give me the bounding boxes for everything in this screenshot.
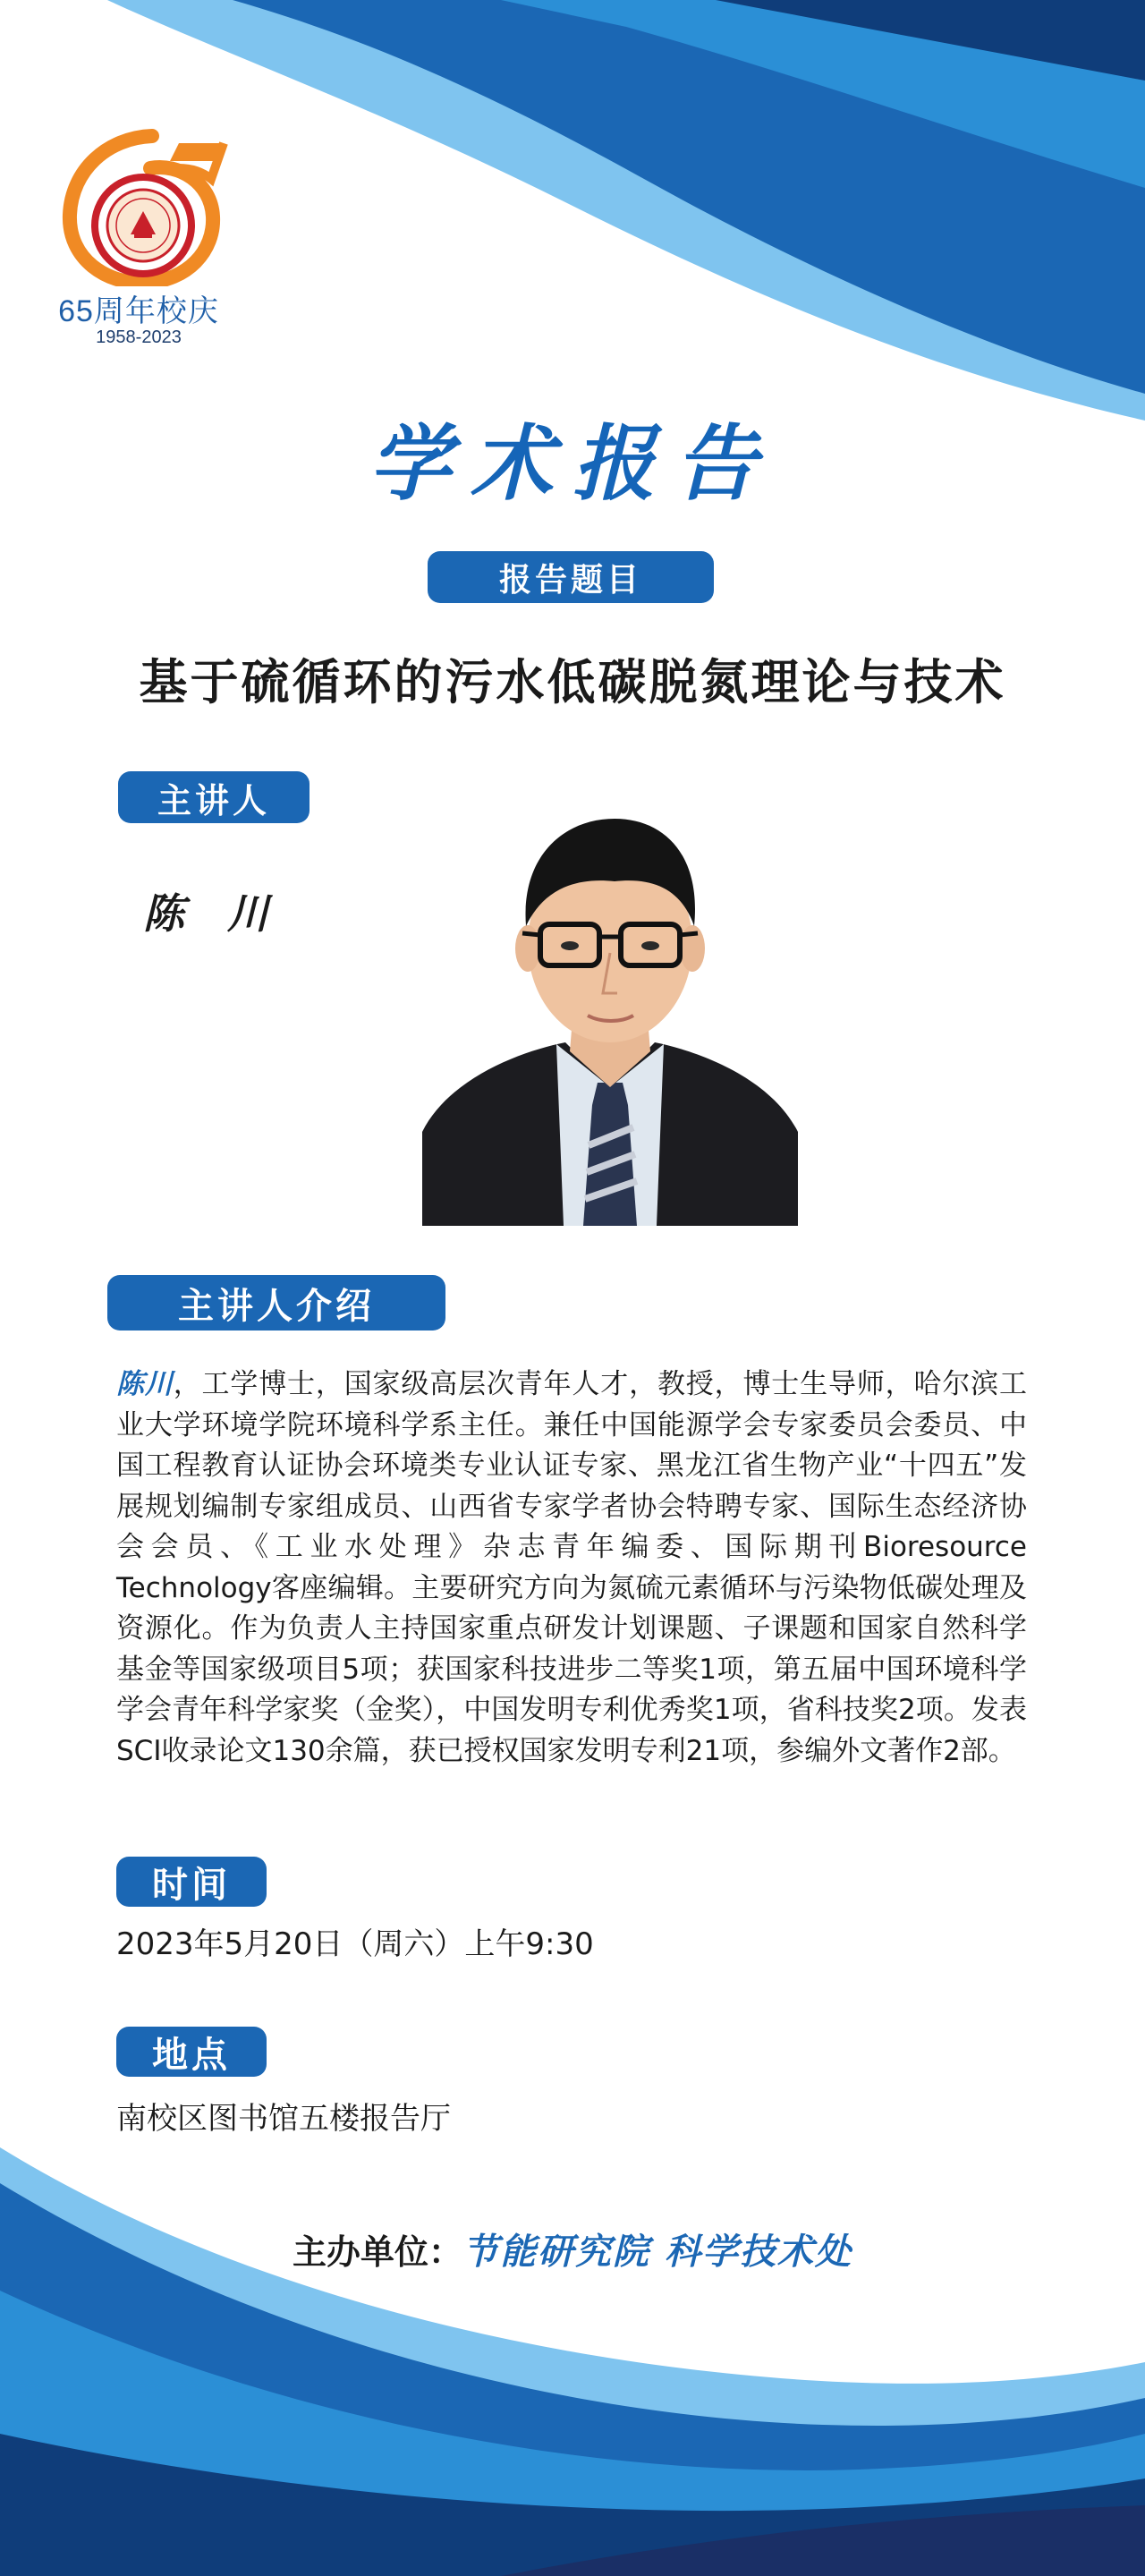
speaker-portrait: [422, 792, 798, 1226]
topic-label: 报告题目: [428, 551, 714, 603]
speaker-name: 陈 川: [143, 889, 284, 938]
time-value: 2023年5月20日（周六）上午9:30: [116, 1926, 594, 1962]
anniversary-years: 1958-2023: [96, 327, 182, 347]
place-value: 南校区图书馆五楼报告厅: [116, 2101, 451, 2137]
anniversary-65-mark: [45, 116, 233, 286]
report-title: 基于硫循环的污水低碳脱氮理论与技术: [139, 653, 1006, 710]
host-label: 主办单位：: [293, 2232, 463, 2272]
anniversary-logo: [45, 116, 242, 349]
place-label: 地点: [116, 2027, 267, 2077]
speaker-label: 主讲人: [118, 771, 310, 823]
bio-name: 陈川: [116, 1368, 174, 1400]
time-label: 时间: [116, 1857, 267, 1907]
university-emblem-icon: [107, 190, 179, 261]
bio-text: ，工学博士，国家级高层次青年人才，教授，博士生导师，哈尔滨工业大学环境学院环境科学系主任。兼任中国能源学会专家委员会委员、中国工程教育认证协会环境类专业认证专家、黑龙江省生物产业“十四五”发展规划编制专家组成员、山西省专家学者协会特聘专家、国际生态经济协会会员、《工业水处理》杂志青年编委、国际期刊Bioresource Technology客座编辑。主要研究方向为氮硫元素循环与污染物低碳处理及资源化。作为负责人主持国家重点研发计划课题、子课题和国家自然科学基金等国家级项目5项；获国家科技进步二等奖1项，第五届中国环境科学学会青年科学家奖（金奖），中国发明专利优秀奖1项，省科技奖2项。发表SCI收录论文130余篇，获已授权国家发明专利21项，参编外文著作2部。: [116, 1368, 1028, 1767]
intro-label: 主讲人介绍: [107, 1275, 445, 1331]
page-title: 学术报告: [368, 416, 776, 512]
host-units: 节能研究院 科学技术处: [462, 2232, 852, 2273]
anniversary-text: 65周年校庆: [58, 294, 219, 328]
portrait-image: [422, 792, 798, 1226]
host-line: [0, 2223, 1145, 2274]
speaker-bio: [116, 1365, 1027, 1772]
